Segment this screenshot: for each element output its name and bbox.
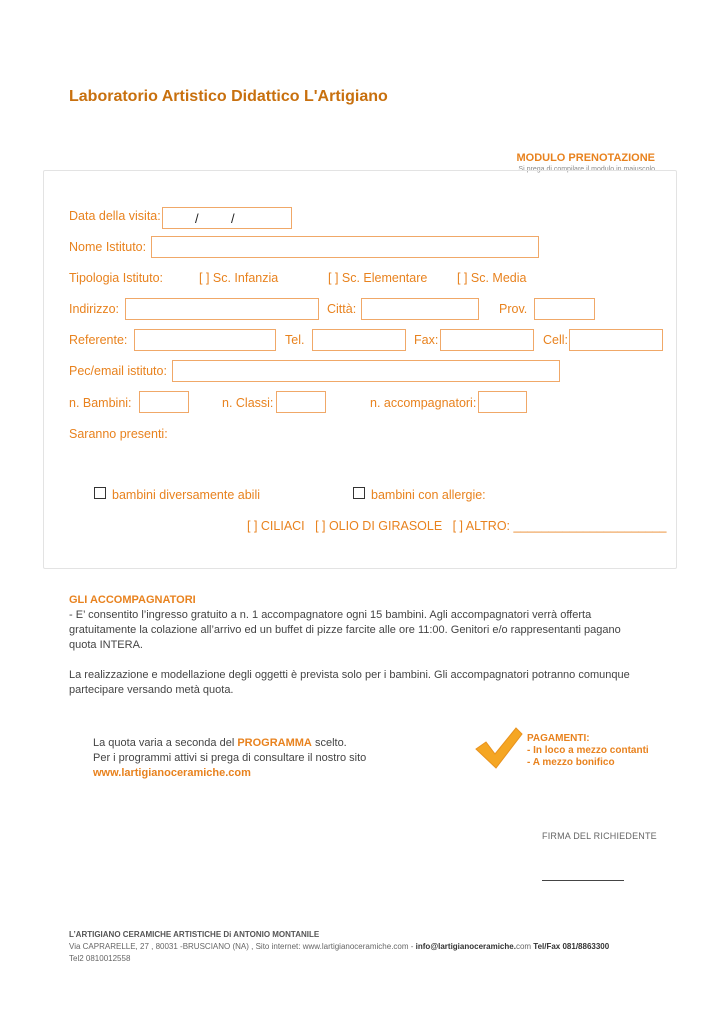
payments-title: PAGAMENTI: (527, 733, 590, 744)
date-separator: / (231, 211, 235, 226)
companions-paragraph (69, 608, 621, 653)
checkmark-icon (473, 722, 523, 772)
disabled-children-checkbox[interactable] (94, 486, 106, 504)
visit-date-field[interactable] (162, 207, 292, 229)
address-label: Indirizzo: (69, 302, 120, 316)
payments-box (527, 733, 649, 769)
quota-line (93, 736, 366, 751)
mobile-label: Cell: (543, 333, 569, 347)
other-allergy-line[interactable]: ______________________ (513, 519, 667, 533)
footer-address (69, 942, 609, 951)
allergies-label: bambini con allergie: (371, 488, 486, 502)
attendees-label: Saranno presenti: (69, 427, 168, 441)
programma-highlight: PROGRAMMA (237, 737, 312, 749)
checkbox-box[interactable] (94, 487, 106, 499)
allergy-options-text: [ ] CILIACI [ ] OLIO DI GIRASOLE [ ] ALTRO: (247, 519, 514, 533)
paragraph-line: - E’ consentito l’ingresso gratuito a n. 1 accompagnatore ogni 15 bambini. Agli accompagnatori verrà offerta (69, 609, 592, 621)
option-media[interactable]: [ ] Sc. Media (457, 271, 527, 285)
quota-text: scelto. (311, 737, 347, 749)
institute-name-label: Nome Istituto: (69, 240, 147, 254)
classes-count-field[interactable] (276, 391, 326, 413)
form-heading: MODULO PRENOTAZIONE (516, 152, 655, 164)
email-label: Pec/email istituto: (69, 364, 167, 378)
paragraph-line: gratuitamente la colazione all’arrivo ed un buffet di pizze farcite alle ore 11:00. Genitori e/o rappresentanti pagano (69, 624, 621, 636)
form-instructions: Si prega di compilare il modulo in maiuscolo (518, 166, 655, 173)
email-field[interactable] (172, 360, 560, 382)
footer-company: L’ARTIGIANO CERAMICHE ARTISTICHE Di ANTONIO MONTANILE (69, 930, 320, 939)
companions-heading: GLI ACCOMPAGNATORI (69, 594, 196, 606)
children-count-label: n. Bambini: (69, 396, 132, 410)
signature-label: FIRMA DEL RICHIEDENTE (542, 831, 657, 841)
option-elementare[interactable]: [ ] Sc. Elementare (328, 271, 428, 285)
province-field[interactable] (534, 298, 595, 320)
province-label: Prov. (499, 302, 528, 316)
footer-email[interactable]: info@lartigianoceramiche. (415, 942, 516, 951)
signature-line[interactable] (542, 880, 624, 881)
footer-phone: Tel2 0810012558 (69, 954, 131, 963)
classes-count-label: n. Classi: (222, 396, 274, 410)
page-title: Laboratorio Artistico Didattico L'Artigiano (69, 88, 388, 105)
option-infanzia[interactable]: [ ] Sc. Infanzia (199, 271, 279, 285)
phone-label: Tel. (285, 333, 305, 347)
payment-option: - In loco a mezzo contanti (527, 745, 649, 756)
paragraph-line: partecipare versando metà quota. (69, 684, 234, 696)
fax-label: Fax: (414, 333, 439, 347)
paragraph-line: La realizzazione e modellazione degli oggetti è prevista solo per i bambini. Gli accompagnatori potranno comunque (69, 669, 630, 681)
companions-count-field[interactable] (478, 391, 527, 413)
children-count-field[interactable] (139, 391, 189, 413)
paragraph-line: quota INTERA. (69, 639, 143, 651)
fax-field[interactable] (440, 329, 534, 351)
footer-telfax: Tel/Fax 081/8863300 (533, 942, 610, 951)
allergies-checkbox[interactable] (353, 486, 365, 504)
checkbox-box[interactable] (353, 487, 365, 499)
website-link[interactable]: www.lartigianoceramiche.com (93, 767, 251, 779)
city-label: Città: (327, 302, 357, 316)
mobile-field[interactable] (569, 329, 663, 351)
quota-text: La quota varia a seconda del (93, 737, 238, 749)
modelling-paragraph (69, 668, 630, 698)
footer-address-text: Via CAPRARELLE, 27 , 80031 -BRUSCIANO (NA) , Sito internet: www.lartigianoceramiche.com - (69, 942, 416, 951)
disabled-children-label: bambini diversamente abili (112, 488, 260, 502)
quota-note (93, 736, 366, 781)
address-field[interactable] (125, 298, 319, 320)
date-separator: / (195, 211, 199, 226)
contact-person-label: Referente: (69, 333, 128, 347)
institute-type-label: Tipologia Istituto: (69, 271, 164, 285)
institute-name-field[interactable] (151, 236, 539, 258)
phone-field[interactable] (312, 329, 406, 351)
footer-email-tld: com (515, 942, 534, 951)
visit-date-label: Data della visita: (69, 209, 161, 223)
quota-line: Per i programmi attivi si prega di consultare il nostro sito (93, 752, 367, 764)
contact-person-field[interactable] (134, 329, 276, 351)
city-field[interactable] (361, 298, 479, 320)
payment-option: - A mezzo bonifico (527, 757, 615, 768)
allergy-options[interactable] (247, 519, 666, 533)
companions-count-label: n. accompagnatori: (370, 396, 477, 410)
